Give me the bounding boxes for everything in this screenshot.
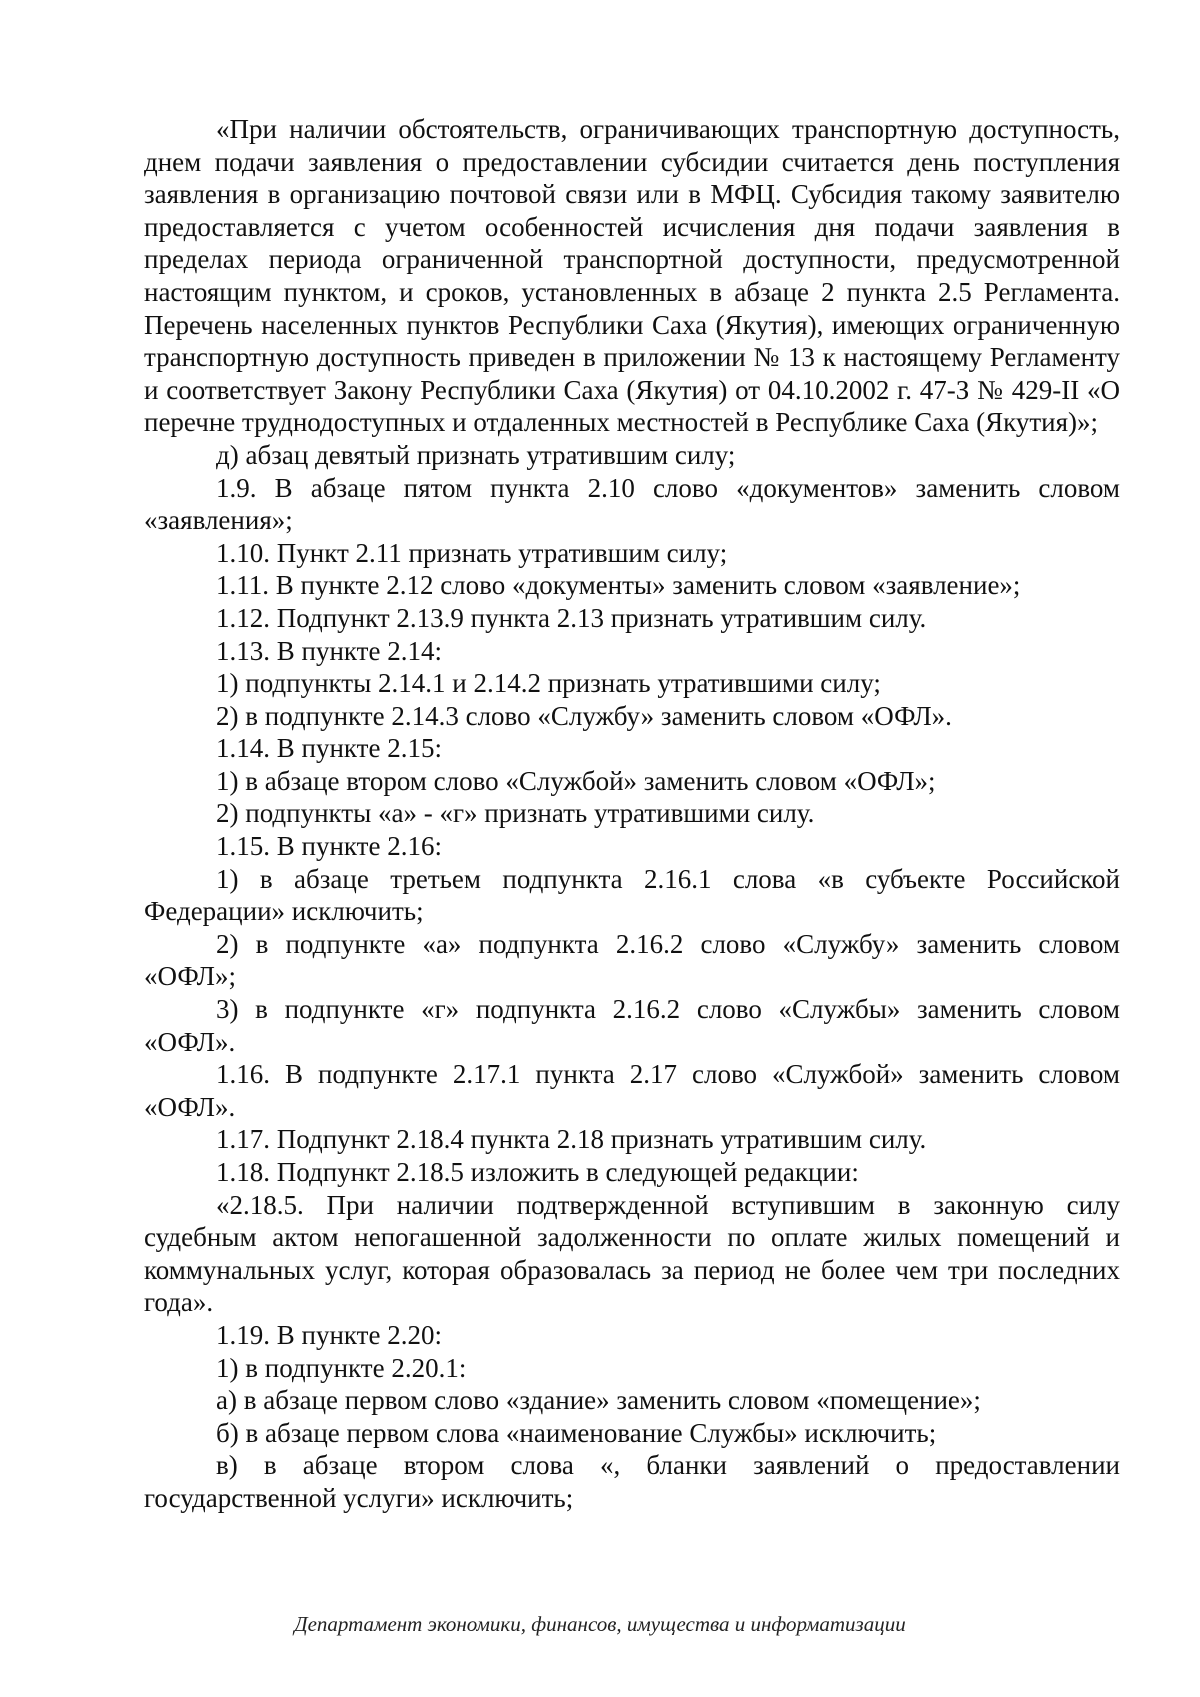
paragraph-4: 1.10. Пункт 2.11 признать утратившим силу; [216, 537, 728, 568]
paragraph-19: 1.18. Подпункт 2.18.5 изложить в следующей редакции: [216, 1157, 859, 1187]
paragraph-24: б) в абзаце первом слова «наименование Службы» исключить; [216, 1417, 937, 1448]
paragraph-1: «При наличии обстоятельств, ограничивающих транспортную доступность, днем подачи заявления о предоставлении субсидии считается день поступления заявления в организацию почтовой связи или в МФЦ. Субсидия такому заявителю предоставляется с учетом особенностей исчисления дня подачи заявления в пределах периода ограниченной транспортной доступности, предусмотренной настоящим пунктом, и сроков, установленных в абзаце 2 пункта 2.5 Регламента. Перечень населенных пунктов Республики Саха (Якутия), имеющих ограниченную транспортную доступность приведен в приложении № 13 к настоящему Регламенту и соответствует Закону Республики Саха (Якутия) от 04.10.2002 г. 47-З № 429-II «О перечне труднодоступных и отдаленных местностей в Республике Саха (Якутия)»; [144, 114, 1120, 438]
document-body [144, 113, 1120, 1515]
paragraph-10: 1.14. В пункте 2.15: [216, 733, 442, 764]
paragraph-7: 1.13. В пункте 2.14: [216, 635, 442, 666]
page-footer: Департамент экономики, финансов, имущества и информатизации [294, 1612, 906, 1636]
paragraph-11: 1) в абзаце втором слово «Службой» заменить словом «ОФЛ»; [216, 765, 936, 796]
paragraph-12: 2) подпункты «а» - «г» признать утратившими силу. [216, 798, 815, 829]
paragraph-5: 1.11. В пункте 2.12 слово «документы» заменить словом «заявление»; [216, 570, 1021, 601]
paragraph-6: 1.12. Подпункт 2.13.9 пункта 2.13 признать утратившим силу. [216, 602, 927, 633]
paragraph-17: 1.16. В подпункте 2.17.1 пункта 2.17 слово «Службой» заменить словом «ОФЛ». [144, 1059, 1120, 1122]
paragraph-18: 1.17. Подпункт 2.18.4 пункта 2.18 признать утратившим силу. [216, 1124, 927, 1155]
paragraph-20: «2.18.5. При наличии подтвержденной вступившим в законную силу судебным актом непогашенной задолженности по оплате жилых помещений и коммунальных услуг, которая образовалась за период не более чем три последних года». [144, 1189, 1120, 1318]
paragraph-2: д) абзац девятый признать утратившим силу; [216, 439, 736, 470]
paragraph-13: 1.15. В пункте 2.16: [216, 831, 442, 862]
paragraph-23: а) в абзаце первом слово «здание» заменить словом «помещение»; [216, 1385, 981, 1416]
paragraph-15: 2) в подпункте «а» подпункта 2.16.2 слово «Службу» заменить словом «ОФЛ»; [144, 928, 1120, 992]
paragraph-25: в) в абзаце втором слова «, бланки заявлений о предоставлении государственной услуги» исключить; [144, 1450, 1120, 1513]
paragraph-8: 1) подпункты 2.14.1 и 2.14.2 признать утратившими силу; [216, 668, 881, 699]
paragraph-16: 3) в подпункте «г» подпункта 2.16.2 слово «Службы» заменить словом «ОФЛ». [144, 994, 1120, 1057]
paragraph-21: 1.19. В пункте 2.20: [216, 1319, 442, 1350]
paragraph-22: 1) в подпункте 2.20.1: [216, 1352, 467, 1383]
paragraph-14: 1) в абзаце третьем подпункта 2.16.1 слова «в субъекте Российской Федерации» исключить; [144, 863, 1120, 927]
paragraph-3: 1.9. В абзаце пятом пункта 2.10 слово «документов» заменить словом «заявления»; [144, 472, 1120, 536]
paragraph-9: 2) в подпункте 2.14.3 слово «Службу» заменить словом «ОФЛ». [216, 700, 952, 731]
